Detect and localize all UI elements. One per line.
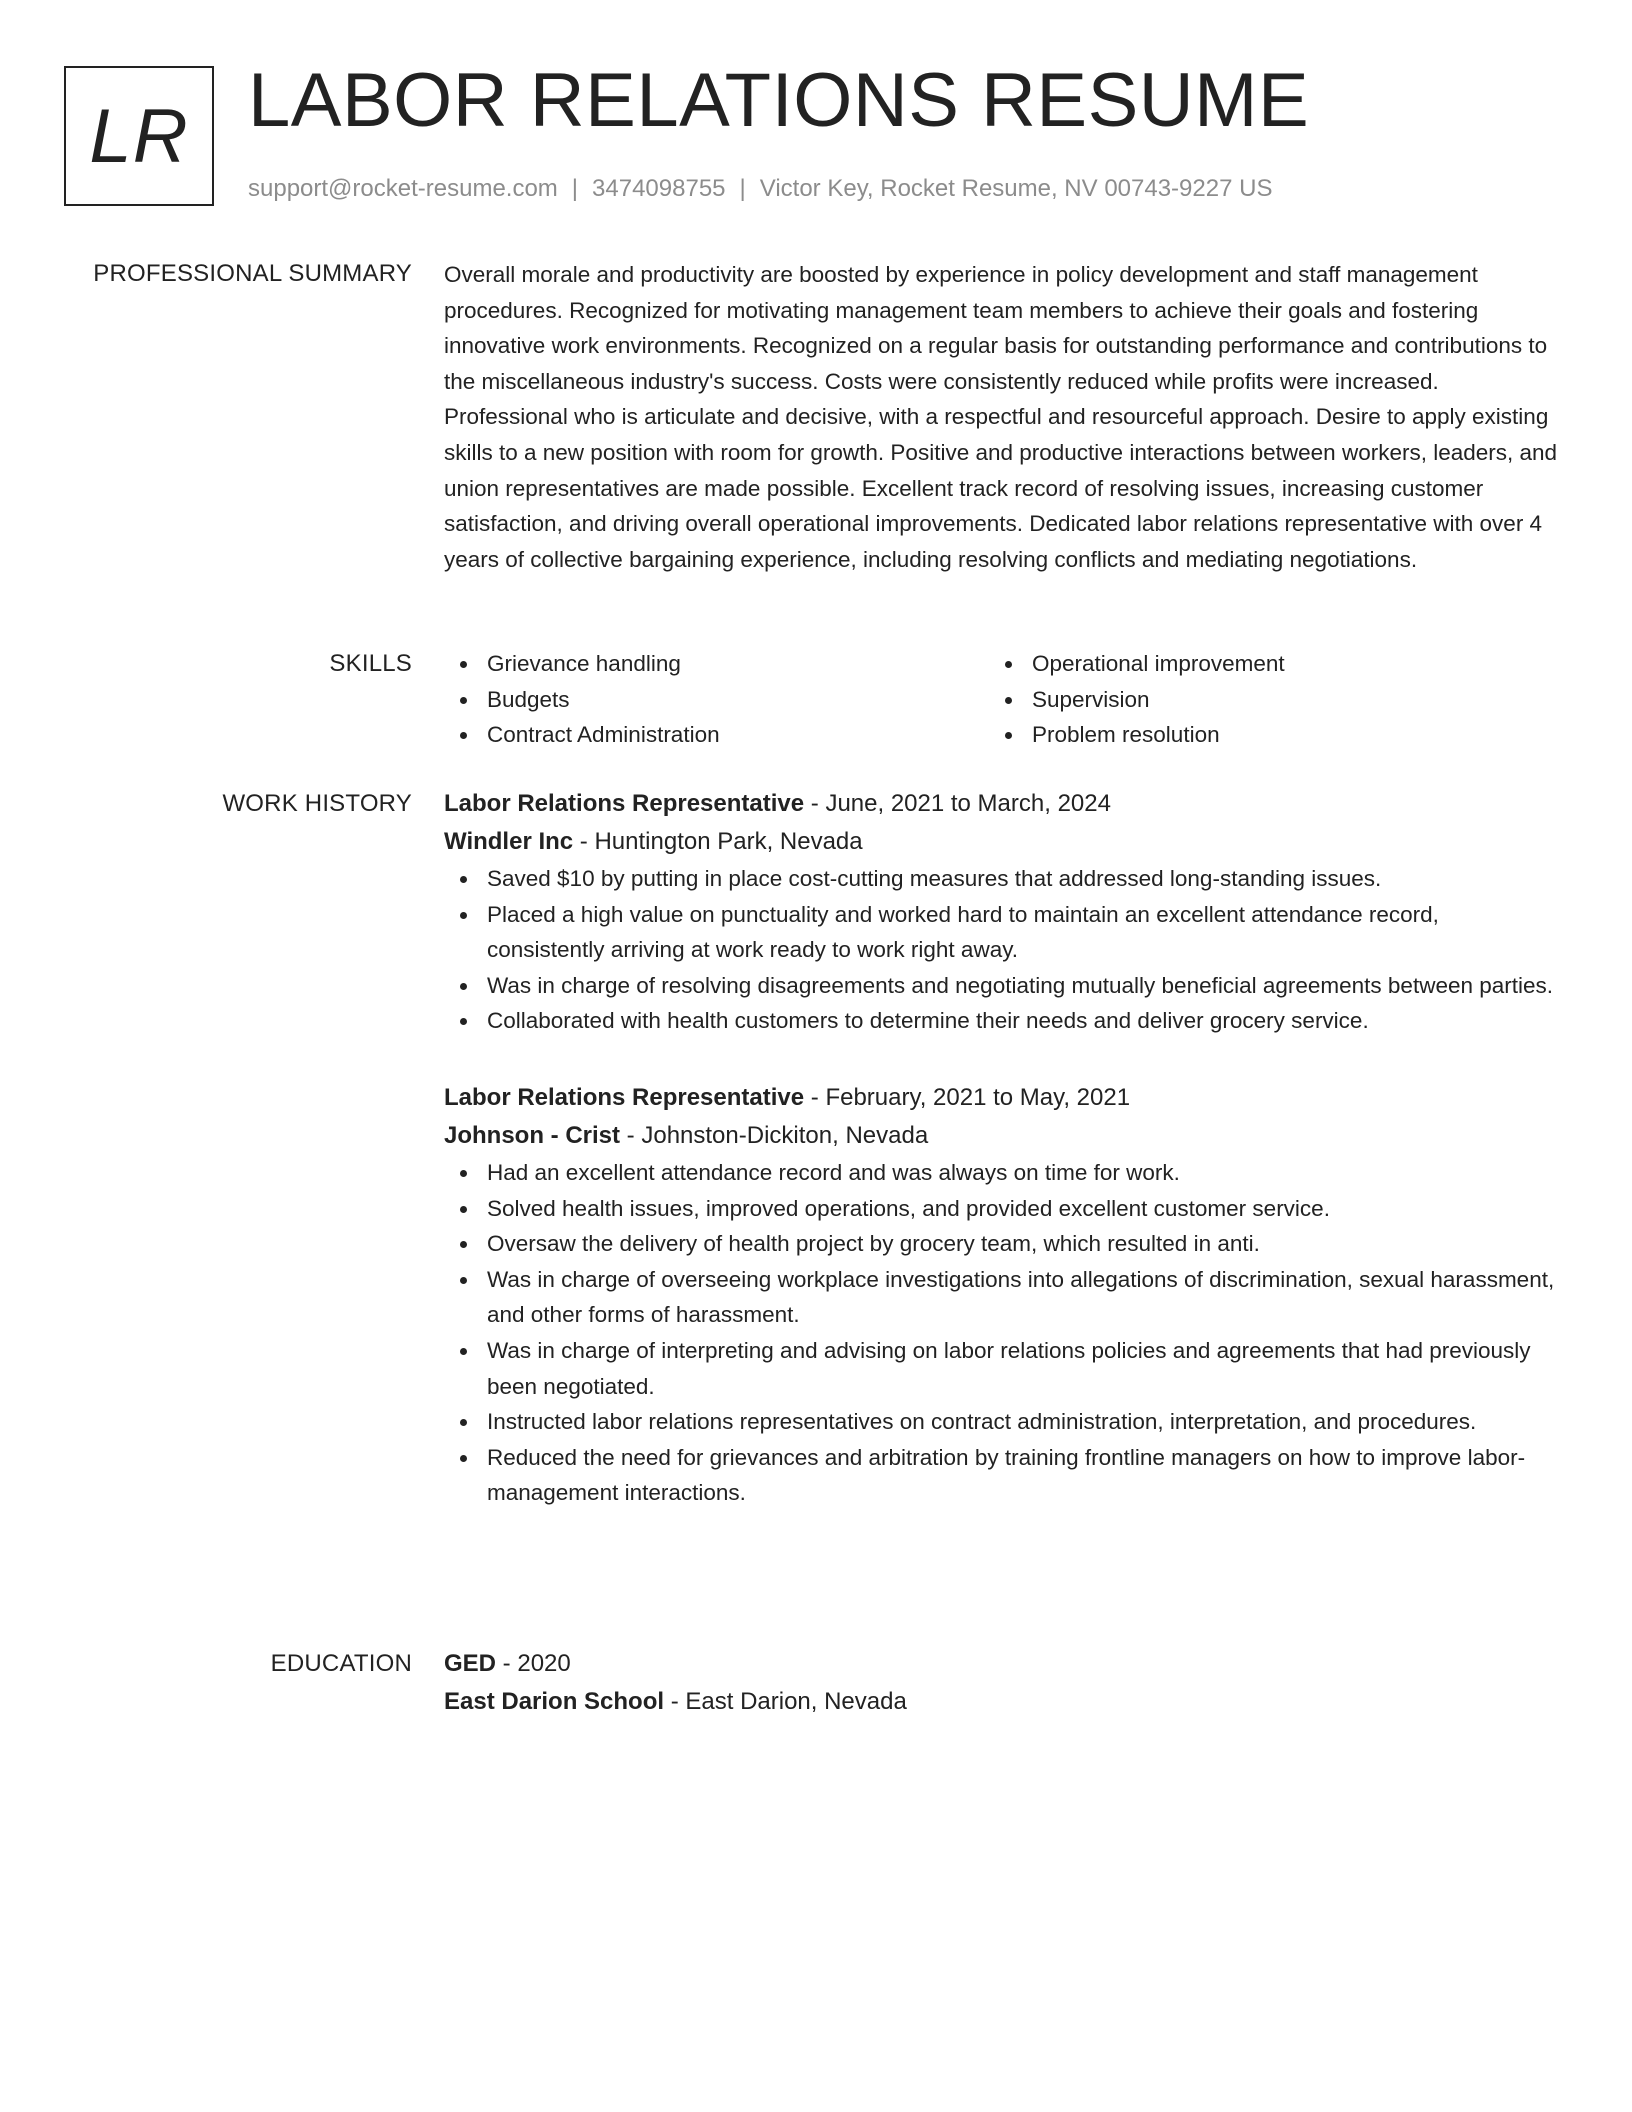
summary-text: Overall morale and productivity are boosted by experience in policy development and staff management procedures. Recognized for motivating management team members to achieve their goals and fostering innovative work environments. Recognized on a regular basis for outstanding performance and contributions to the miscellaneous industry's success. Costs were consistently reduced while profits were increased. Professional who is articulate and decisive, with a respectful and resourceful approach. Desire to apply existing skills to a new position with room for growth. Positive and productive interactions between workers, leaders, and union representatives are made possible. Excellent track record of resolving issues, increasing customer satisfaction, and driving overall operational improvements. Dedicated labor relations representative with over 4 years of collective bargaining experience, including resolving conflicts and mediating negotiations. (444, 262, 1558, 572)
job-bullet: Was in charge of resolving disagreements and negotiating mutually beneficial agreements between parties. (487, 968, 1559, 1004)
job-bullet: Reduced the need for grievances and arbitration by training frontline managers on how to improve labor-management interactions. (487, 1440, 1559, 1511)
contact-email: support@rocket-resume.com (248, 175, 558, 202)
job-bullets (444, 1155, 1559, 1511)
job-company-line (444, 823, 1559, 861)
job-bullet: Solved health issues, improved operations, and provided excellent customer service. (487, 1191, 1559, 1227)
job-location: - Huntington Park, Nevada (573, 828, 863, 855)
job-title: Labor Relations Representative (444, 1083, 805, 1111)
education-year: - 2020 (496, 1650, 571, 1677)
job-bullets (444, 861, 1559, 1039)
skill-item: Operational improvement (1032, 646, 1534, 682)
summary-heading: PROFESSIONAL SUMMARY (93, 260, 412, 287)
education-school: East Darion School (444, 1688, 665, 1715)
work-history-body (444, 785, 1559, 1511)
job-location: - Johnston-Dickiton, Nevada (620, 1121, 929, 1149)
job-dates: - June, 2021 to March, 2024 (804, 790, 1111, 817)
job-bullet: Was in charge of overseeing workplace investigations into allegations of discrimination, sexual harassment, and other forms of harassment. (487, 1262, 1559, 1333)
education-school-line (444, 1683, 1559, 1721)
job-entry (444, 1079, 1559, 1511)
job-bullet: Had an excellent attendance record and was always on time for work. (487, 1155, 1559, 1191)
resume-title: LABOR RELATIONS RESUME (248, 58, 1310, 143)
skills-grid (444, 646, 1559, 753)
job-bullet: Saved $10 by putting in place cost-cutting measures that addressed long-standing issues. (487, 861, 1559, 897)
skill-item: Contract Administration (487, 717, 989, 753)
skills-body (444, 646, 1559, 753)
job-entry (444, 785, 1559, 1039)
skills-list-left (444, 646, 989, 753)
contact-phone: 3474098755 (592, 175, 726, 202)
skill-item: Supervision (1032, 682, 1534, 718)
job-title-line (444, 1079, 1559, 1117)
monogram-logo (64, 66, 214, 206)
job-bullet: Instructed labor relations representatives on contract administration, interpretation, and procedures. (487, 1404, 1559, 1440)
contact-separator: | (571, 175, 579, 202)
skill-item: Grievance handling (487, 646, 989, 682)
monogram-text: LR (89, 93, 189, 179)
education-degree: GED (444, 1650, 497, 1677)
skills-list-right (989, 646, 1534, 753)
job-bullet: Placed a high value on punctuality and worked hard to maintain an excellent attendance record, consistently arriving at work ready to work right away. (487, 897, 1559, 968)
contact-address: Victor Key, Rocket Resume, NV 00743-9227 US (759, 175, 1273, 202)
job-bullet: Collaborated with health customers to determine their needs and deliver grocery service. (487, 1003, 1559, 1039)
job-bullet: Oversaw the delivery of health project by grocery team, which resulted in anti. (487, 1226, 1559, 1262)
job-title: Labor Relations Representative (444, 790, 805, 817)
skills-heading: SKILLS (329, 650, 412, 677)
contact-separator: | (739, 175, 746, 202)
job-company: Windler Inc (444, 828, 574, 855)
summary-body (444, 257, 1559, 577)
job-dates: - February, 2021 to May, 2021 (804, 1083, 1131, 1111)
education-location: - East Darion, Nevada (664, 1688, 907, 1715)
work-history-heading: WORK HISTORY (222, 790, 412, 817)
education-degree-line (444, 1645, 1559, 1683)
contact-line (248, 172, 1272, 206)
job-company-line (444, 1117, 1559, 1155)
skill-item: Budgets (487, 682, 989, 718)
job-title-line (444, 785, 1559, 823)
job-company: Johnson - Crist (444, 1121, 621, 1149)
education-heading: EDUCATION (270, 1650, 412, 1677)
skill-item: Problem resolution (1032, 717, 1534, 753)
education-body (444, 1645, 1559, 1721)
job-bullet: Was in charge of interpreting and advising on labor relations policies and agreements that had previously been negotiated. (487, 1333, 1559, 1404)
